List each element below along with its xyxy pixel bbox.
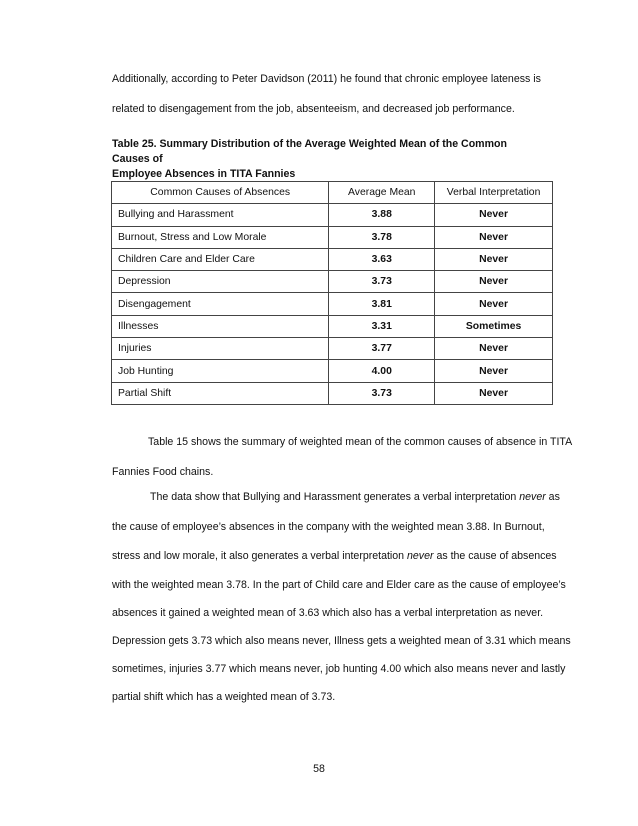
interpretation-cell: Never bbox=[435, 293, 553, 315]
page-number: 58 bbox=[313, 763, 325, 775]
para1-line-2: Fannies Food chains. bbox=[112, 466, 214, 478]
cause-cell: Children Care and Elder Care bbox=[112, 248, 329, 270]
table-row bbox=[112, 382, 553, 404]
para2-line-4: with the weighted mean 3.78. In the part of Child care and Elder care as the cause of employee’s bbox=[112, 579, 566, 591]
mean-cell: 4.00 bbox=[329, 360, 435, 382]
table-row bbox=[112, 315, 553, 337]
mean-cell: 3.88 bbox=[329, 204, 435, 226]
para2-line-8: partial shift which has a weighted mean of 3.73. bbox=[112, 691, 336, 703]
table-caption-line-2: Employee Absences in TITA Fannies bbox=[112, 168, 296, 180]
para2-line-2: the cause of employee’s absences in the company with the weighted mean 3.88. In Burnout, bbox=[112, 521, 545, 533]
table-caption bbox=[112, 137, 542, 182]
para2-line-3-text: stress and low morale, it also generates a verbal interpretation bbox=[112, 550, 408, 562]
table-row bbox=[112, 248, 553, 270]
interpretation-cell: Never bbox=[435, 338, 553, 360]
para2-line-3 bbox=[112, 549, 557, 563]
cause-cell: Illnesses bbox=[112, 315, 329, 337]
para2-line-3-tail: as the cause of absences bbox=[433, 550, 557, 562]
mean-cell: 3.81 bbox=[329, 293, 435, 315]
interpretation-cell: Never bbox=[435, 360, 553, 382]
interpretation-cell: Never bbox=[435, 271, 553, 293]
header-cause: Common Causes of Absences bbox=[112, 182, 329, 204]
table-caption-line-1: Table 25. Summary Distribution of the Average Weighted Mean of the Common Causes of bbox=[112, 138, 507, 165]
cause-cell: Job Hunting bbox=[112, 360, 329, 382]
para2-line-6: Depression gets 3.73 which also means never, Illness gets a weighted mean of 3.31 which means bbox=[112, 635, 571, 647]
cause-cell: Partial Shift bbox=[112, 382, 329, 404]
interpretation-cell: Sometimes bbox=[435, 315, 553, 337]
mean-cell: 3.31 bbox=[329, 315, 435, 337]
cause-cell: Bullying and Harassment bbox=[112, 204, 329, 226]
table-row bbox=[112, 293, 553, 315]
cause-cell: Depression bbox=[112, 271, 329, 293]
interpretation-cell: Never bbox=[435, 226, 553, 248]
header-verbal-interpretation: Verbal Interpretation bbox=[435, 182, 553, 204]
para2-line-1 bbox=[150, 490, 560, 504]
intro-line-1: Additionally, according to Peter Davidson (2011) he found that chronic employee lateness is bbox=[112, 73, 541, 85]
interpretation-cell: Never bbox=[435, 204, 553, 226]
table-row bbox=[112, 204, 553, 226]
para2-line-5: absences it gained a weighted mean of 3.63 which also has a verbal interpretation as never. bbox=[112, 607, 544, 619]
absence-causes-table bbox=[111, 181, 553, 405]
header-average-mean: Average Mean bbox=[329, 182, 435, 204]
mean-cell: 3.77 bbox=[329, 338, 435, 360]
cause-cell: Disengagement bbox=[112, 293, 329, 315]
para2-line-7: sometimes, injuries 3.77 which means never, job hunting 4.00 which also means never and lastly bbox=[112, 663, 566, 675]
interpretation-cell: Never bbox=[435, 382, 553, 404]
para2-line-1-tail: as bbox=[545, 491, 560, 503]
mean-cell: 3.78 bbox=[329, 226, 435, 248]
mean-cell: 3.73 bbox=[329, 271, 435, 293]
interpretation-cell: Never bbox=[435, 248, 553, 270]
table-row bbox=[112, 226, 553, 248]
table-row bbox=[112, 271, 553, 293]
mean-cell: 3.63 bbox=[329, 248, 435, 270]
mean-cell: 3.73 bbox=[329, 382, 435, 404]
intro-line-2: related to disengagement from the job, absenteeism, and decreased job performance. bbox=[112, 103, 515, 115]
table-row bbox=[112, 338, 553, 360]
cause-cell: Injuries bbox=[112, 338, 329, 360]
table-row bbox=[112, 360, 553, 382]
cause-cell: Burnout, Stress and Low Morale bbox=[112, 226, 329, 248]
para1-line-1: Table 15 shows the summary of weighted mean of the common causes of absence in TITA bbox=[148, 436, 573, 448]
para2-line-1-text: The data show that Bullying and Harassment generates a verbal interpretation bbox=[150, 491, 520, 503]
table-header-row bbox=[112, 182, 553, 204]
para2-line-3-emphasis: never bbox=[407, 550, 434, 562]
para2-line-1-emphasis: never bbox=[519, 491, 546, 503]
